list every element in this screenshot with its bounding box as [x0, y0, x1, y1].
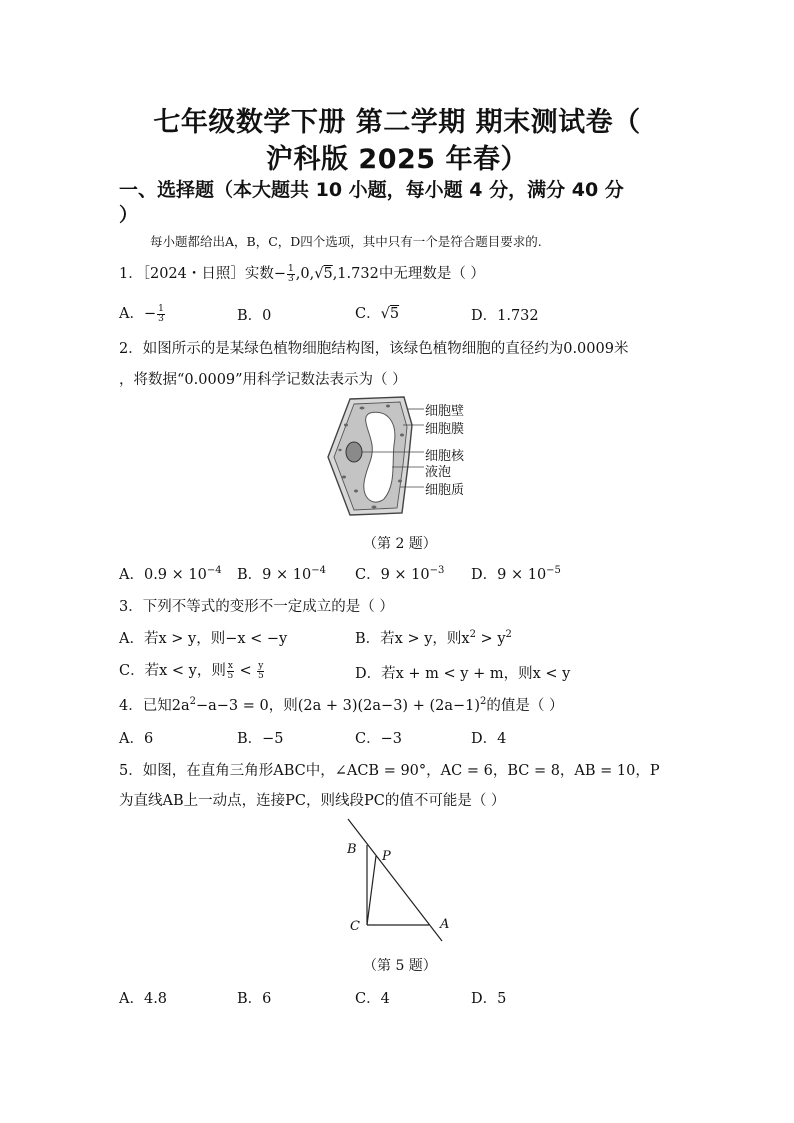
q3-option-c-lt: <	[234, 663, 257, 679]
question-5-line1: 5．如图，在直角三角形ABC中，∠ACB = 90°，AC = 6，BC = 8，AB = 10，P	[119, 763, 660, 779]
question-4-stem	[119, 694, 564, 715]
q3-option-d[interactable]: D．若x + m < y + m，则x < y	[355, 666, 571, 682]
q1-suffix: ,1.732中无理数是（ ）	[332, 266, 485, 282]
q4-option-d[interactable]: D．4	[471, 731, 507, 747]
q5-option-a[interactable]: A．4.8	[119, 991, 168, 1007]
q3-option-c-frac1-den: 5	[227, 670, 234, 681]
q3-option-a[interactable]: A．若x > y，则−x < −y	[119, 631, 288, 647]
q2-option-a[interactable]	[119, 563, 222, 584]
label-cell-wall: 细胞壁	[425, 404, 465, 419]
q4-option-b[interactable]: B．−5	[237, 731, 284, 747]
q1-option-a[interactable]	[119, 302, 166, 324]
q3-option-b-exp1: 2	[469, 629, 476, 641]
sqrt-icon: √	[314, 266, 324, 282]
q1-frac-den: 3	[288, 273, 294, 284]
label-vacuole: 液泡	[425, 465, 452, 480]
sqrt-icon: √	[380, 306, 390, 322]
point-b-label: B	[347, 842, 357, 857]
q2-option-d-exp: −5	[546, 565, 561, 577]
q1-fraction	[287, 265, 295, 284]
nucleus	[346, 442, 362, 462]
q1-option-a-label: A．−	[119, 306, 157, 322]
figure-5-caption: （第 5 题）	[363, 958, 437, 974]
q2-option-c-exp: −3	[429, 565, 445, 577]
q4-option-c[interactable]: C．−3	[355, 731, 402, 747]
line-ab	[348, 819, 442, 941]
q2-option-b-exp: −4	[311, 565, 326, 577]
q1-option-a-den: 3	[158, 313, 164, 324]
q4-exp1: 2	[189, 696, 196, 708]
q4-option-a[interactable]: A．6	[119, 731, 154, 747]
q2-option-a-base: A．0.9 × 10	[119, 567, 207, 583]
point-p-label: P	[382, 849, 391, 864]
q5-option-d[interactable]: D．5	[471, 991, 507, 1007]
paper-title-line1: 七年级数学下册 第二学期 期末测试卷（	[153, 107, 641, 138]
q4-pre: 4．已知2a	[119, 698, 190, 714]
q4-post: 的值是（ ）	[486, 698, 564, 714]
question-3-stem: 3．下列不等式的变形不一定成立的是（ ）	[119, 599, 394, 615]
paper-title-line2: 沪科版 2025 年春）	[266, 144, 528, 175]
section-heading-close: ）	[119, 204, 139, 226]
question-1-stem	[119, 262, 485, 284]
point-c-label: C	[350, 919, 360, 934]
q3-option-b[interactable]	[355, 627, 512, 648]
q1-option-c[interactable]	[355, 302, 399, 323]
q4-exp2: 2	[480, 696, 487, 708]
q5-option-b[interactable]: B．6	[237, 991, 272, 1007]
q3-option-c-frac1-num: x	[227, 660, 233, 671]
q3-option-b-exp2: 2	[505, 629, 512, 641]
q1-option-a-fraction	[157, 305, 165, 324]
q1-option-c-sqrt: 5	[389, 306, 400, 322]
q3-option-b-pre: B．若x > y，则x	[355, 631, 470, 647]
q2-option-b-base: B．9 × 10	[237, 567, 312, 583]
question-2-line2: ，将数据“0.0009”用科学记数法表示为（ ）	[119, 372, 407, 388]
question-2-line1: 2．如图所示的是某绿色植物细胞结构图，该绿色植物细胞的直径约为0.0009米	[119, 341, 629, 357]
section-instruction: 每小题都给出A，B，C，D四个选项，其中只有一个是符合题目要求的.	[150, 234, 542, 249]
q2-option-c[interactable]	[355, 563, 444, 584]
q2-option-d[interactable]	[471, 563, 561, 584]
q2-option-b[interactable]	[237, 563, 326, 584]
q4-mid: −a−3 = 0，则(2a + 3)(2a−3) + (2a−1)	[195, 698, 481, 714]
q3-option-c-frac1	[227, 662, 234, 681]
q1-frac-num: 1	[288, 263, 294, 274]
q1-mid: ,0,	[295, 266, 315, 282]
q2-option-a-exp: −4	[206, 565, 222, 577]
q3-option-c-frac2	[257, 662, 264, 681]
section-heading: 一、选择题（本大题共 10 小题，每小题 4 分，满分 40 分	[119, 179, 624, 201]
segment-pc	[367, 856, 376, 925]
q1-option-b[interactable]: B．0	[237, 308, 272, 324]
q3-option-c-pre: C．若x < y，则	[119, 663, 226, 679]
q3-option-c-frac2-num: y	[258, 660, 264, 671]
q1-option-c-label: C．	[355, 306, 381, 322]
q1-option-a-num: 1	[158, 303, 164, 314]
q5-option-c[interactable]: C．4	[355, 991, 390, 1007]
point-a-label: A	[440, 917, 450, 932]
q1-option-d[interactable]: D．1.732	[471, 308, 539, 324]
q3-option-b-mid: > y	[475, 631, 506, 647]
q2-option-d-base: D．9 × 10	[471, 567, 547, 583]
q2-option-c-base: C．9 × 10	[355, 567, 430, 583]
q3-option-c-frac2-den: 5	[257, 670, 264, 681]
label-nucleus: 细胞核	[425, 449, 465, 464]
label-cell-membrane: 细胞膜	[425, 422, 465, 437]
q1-prefix: 1．［2024・日照］实数−	[119, 266, 287, 282]
q1-sqrt-value: 5	[323, 266, 333, 282]
question-5-line2: 为直线AB上一动点，连接PC，则线段PC的值不可能是（ ）	[119, 793, 506, 809]
figure-2-caption: （第 2 题）	[363, 536, 437, 552]
label-cytoplasm: 细胞质	[425, 483, 465, 498]
q3-option-c[interactable]	[119, 659, 265, 681]
